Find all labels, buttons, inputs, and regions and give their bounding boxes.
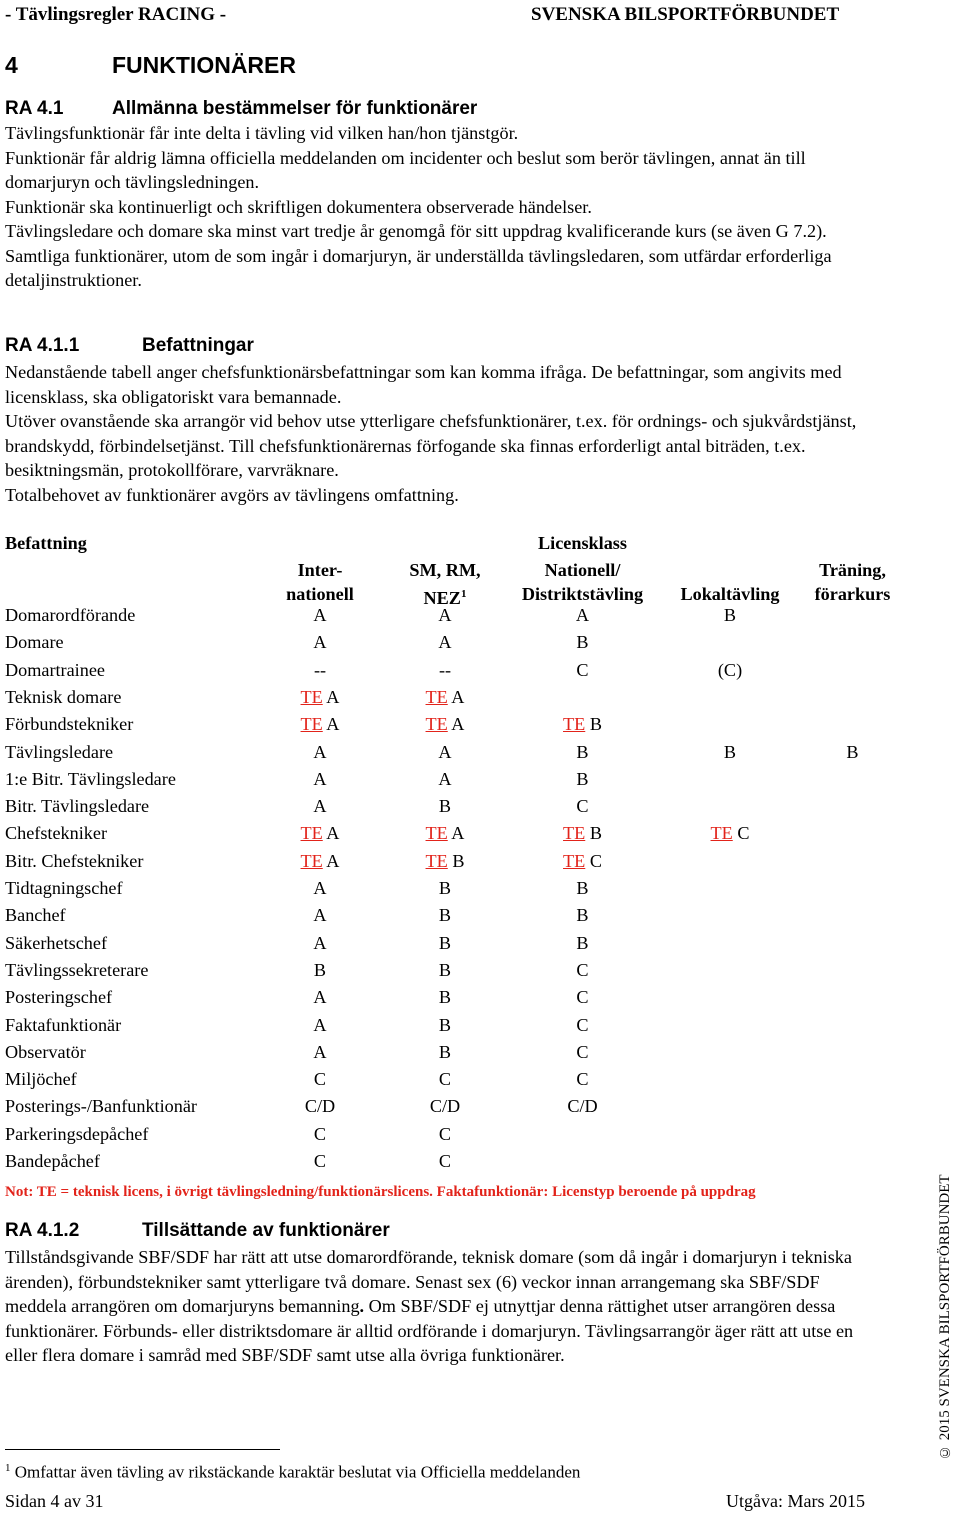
section-412-heading <box>5 1220 390 1242</box>
header-right: SVENSKA BILSPORTFÖRBUNDET <box>531 4 840 25</box>
table-cell: C <box>438 1069 452 1090</box>
section-411-title: Befattningar <box>142 335 254 356</box>
column-header-national: Nationell/ Distriktstävling <box>521 560 644 604</box>
section-411-number: RA 4.1.1 <box>5 335 80 356</box>
table-cell: -- <box>313 659 327 680</box>
row-label: Faktafunktionär <box>5 1014 122 1035</box>
table-cell <box>510 714 655 735</box>
license-class: A <box>322 686 340 707</box>
table-cell: B <box>576 905 589 926</box>
table-row <box>0 851 960 878</box>
column-header-sm: SM, RM, NEZ$^1$ <box>409 560 481 609</box>
table-row <box>0 1042 960 1069</box>
table-row <box>0 1015 960 1042</box>
copyright: © 2015 SVENSKA BILSPORTFÖRBUNDET <box>937 1174 953 1460</box>
table-cell: C <box>438 1123 452 1144</box>
paragraph: Tävlingsfunktionär får inte delta i tävling vid vilken han/hon tjänstgör. <box>5 123 519 143</box>
te-mark: TE <box>300 823 323 844</box>
table-cell: B <box>438 1014 452 1035</box>
row-label: Chefstekniker <box>5 823 108 844</box>
table-cell: A <box>313 632 327 653</box>
table-cell <box>385 687 505 708</box>
row-label: Posterings-/Banfunktionär <box>5 1096 197 1117</box>
table-cell: A <box>313 905 327 926</box>
table-row <box>0 1151 960 1178</box>
column-header-training: Träning, förarkurs <box>814 560 891 604</box>
row-label: Tidtagningschef <box>5 878 123 898</box>
table-cell: B <box>438 905 452 926</box>
chapter-number: 4 <box>5 52 18 78</box>
table-row <box>0 960 960 987</box>
table-cell: C <box>576 1041 589 1062</box>
paragraph: Om SBF/SDF ej utnyttjar denna rättighet utser arrangören dessa funktionärer. Förbunds- eller distriktsdomare är alltid ordförande i domarjuryn. Tävlingsarrangör äger rätt att utse en eller flera domare i samråd med SBF/SDF samt utse alla övriga funktionärer. <box>5 1296 854 1365</box>
row-label: Tävlingsledare <box>5 741 114 762</box>
paragraph: Samtliga funktionärer, utom de som ingår i domarjuryn, är underställda tävlingsledaren, som utfärdar erforderliga detaljinstruktioner. <box>5 245 832 290</box>
table-cell: A <box>313 605 327 625</box>
license-class: A <box>322 823 340 844</box>
table-cell: C <box>438 1151 452 1171</box>
te-mark: TE <box>563 714 586 735</box>
table-cell <box>260 823 380 844</box>
te-mark: TE <box>300 714 323 735</box>
table-cell: A <box>313 1041 327 1062</box>
table-row <box>0 660 960 687</box>
row-label: Bitr. Chefstekniker <box>5 850 144 871</box>
row-label: Banchef <box>5 905 66 926</box>
row-label: Förbundstekniker <box>5 714 134 735</box>
table-cell: B <box>576 741 589 762</box>
te-mark: TE <box>563 823 586 844</box>
table-row <box>0 823 960 850</box>
license-class: A <box>447 823 465 844</box>
table-cell: A <box>313 932 327 953</box>
table-cell: B <box>313 959 327 980</box>
paragraph: Tillståndsgivande SBF/SDF har rätt att utse domarordförande, teknisk domare (som då ingår i domarjuryn i tekniska ärenden), förbundstekniker samt ytterligare två domare. Senast sex (6) veckor innan arrangemang ska SBF/SDF meddela arrangören om domarjuryns bemanning <box>5 1247 852 1316</box>
license-class: A <box>447 714 465 735</box>
table-cell: -- <box>438 659 452 680</box>
table-cell: C <box>576 987 589 1008</box>
paragraph: Funktionär ska kontinuerligt och skriftligen dokumentera observerade händelser. <box>5 196 592 217</box>
paragraph: Totalbehovet av funktionärer avgörs av tävlingens omfattning. <box>5 484 459 505</box>
section-411-body <box>5 360 885 507</box>
chapter-title: FUNKTIONÄRER <box>112 52 296 78</box>
table-cell: A <box>575 605 590 625</box>
table-cell: C <box>313 1069 327 1090</box>
table-cell: C <box>576 659 589 680</box>
table-cell: A <box>438 632 452 653</box>
row-label: Teknisk domare <box>5 686 122 707</box>
row-label: Bitr. Tävlingsledare <box>5 796 150 817</box>
table-cell <box>385 851 505 872</box>
row-label: Posteringschef <box>5 987 113 1008</box>
section-412-title: Tillsättande av funktionärer <box>142 1220 390 1241</box>
te-mark: TE <box>425 850 448 871</box>
table-cell: A <box>313 987 327 1008</box>
table-cell: A <box>438 741 452 762</box>
page-number: Sidan 4 av 31 <box>5 1491 104 1511</box>
license-class: A <box>322 850 340 871</box>
paragraph: Utöver ovanstående ska arrangör vid behov utse ytterligare chefsfunktionärer, t.ex. för ordnings- och sjukvårdstjänst, brandskydd, förbindelsetjänst. Till chefsfunktionärernas förfogande ska finnas erforderligt antal biträden, t.ex. besiktningsmän, protokollförare, varvräknare. <box>5 411 857 480</box>
row-label: Domare <box>5 632 64 653</box>
section-41-heading <box>5 98 477 120</box>
table-cell: C/D <box>429 1096 461 1117</box>
table-cell: B <box>438 796 452 817</box>
row-label: Bandepåchef <box>5 1151 100 1171</box>
table-cell <box>385 714 505 735</box>
section-41-body <box>5 121 885 293</box>
table-cell: B <box>438 959 452 980</box>
edition: Utgåva: Mars 2015 <box>726 1491 865 1511</box>
table-row <box>0 905 960 932</box>
table-cell: A <box>438 605 452 625</box>
table-cell: B <box>438 987 452 1008</box>
table-cell <box>385 823 505 844</box>
table-cell: C <box>576 959 589 980</box>
row-label: Domarordförande <box>5 605 136 625</box>
bold-period: . <box>359 1296 365 1316</box>
table-row <box>0 742 960 769</box>
table-cell: C <box>313 1123 327 1144</box>
table-cell: B <box>438 1041 452 1062</box>
table-row <box>0 1096 960 1123</box>
row-label: Tävlingssekreterare <box>5 959 149 980</box>
header-left: - Tävlingsregler RACING - <box>5 4 227 25</box>
column-header-local: Lokaltävling <box>680 584 780 604</box>
table-row <box>0 769 960 796</box>
table-cell: B <box>576 878 589 898</box>
section-41-title: Allmänna bestämmelser för funktionärer <box>112 98 478 119</box>
table-row <box>0 1124 960 1151</box>
table-cell: C <box>313 1151 327 1171</box>
footnote-divider <box>5 1449 280 1450</box>
table-row <box>0 605 960 632</box>
column-header-international: Inter- nationell <box>286 560 354 604</box>
table-cell: A <box>313 741 327 762</box>
table-cell: A <box>438 768 452 789</box>
table-cell: A <box>313 1014 327 1035</box>
table-cell <box>510 851 655 872</box>
license-class: C <box>732 823 750 844</box>
table-cell: A <box>313 878 327 898</box>
table-row <box>0 796 960 823</box>
te-mark: TE <box>563 850 586 871</box>
footnote: $^1$ Omfattar även tävling av rikstäckande karaktär beslutat via Officiella meddelanden <box>5 1462 581 1482</box>
table-cell <box>660 823 800 844</box>
section-411-heading <box>5 335 254 357</box>
table-cell: A <box>313 796 327 817</box>
license-class: B <box>447 850 465 871</box>
row-label: Observatör <box>5 1041 86 1062</box>
te-mark: TE <box>710 823 733 844</box>
table-cell: B <box>723 741 737 762</box>
table-row <box>0 878 960 905</box>
paragraph: Tävlingsledare och domare ska minst vart tredje år genomgå för sitt uppdrag kvalificerande kurs (se även G 7.2). <box>5 221 827 241</box>
table-cell: B <box>576 768 589 789</box>
table-row <box>0 632 960 659</box>
table-row <box>0 987 960 1014</box>
table-cell <box>260 851 380 872</box>
license-class: A <box>322 714 340 735</box>
section-412-body <box>5 1245 885 1368</box>
chapter-heading <box>5 52 296 79</box>
section-41-number: RA 4.1 <box>5 98 64 119</box>
table-row <box>0 933 960 960</box>
license-class: A <box>447 686 465 707</box>
table-cell: B <box>846 741 859 762</box>
table-cell: C/D <box>304 1096 336 1117</box>
table-cell: B <box>576 632 589 653</box>
table-cell: C <box>576 1014 589 1035</box>
table-label-header: Befattning <box>5 533 87 553</box>
section-412-number: RA 4.1.2 <box>5 1220 80 1241</box>
te-mark: TE <box>425 686 448 707</box>
paragraph: Funktionär får aldrig lämna officiella meddelanden om incidenter och beslut som berör tävlingen, annat än till domarjuryn och tävlingsledningen. <box>5 147 806 192</box>
te-mark: TE <box>425 823 448 844</box>
table-note: Not: TE = teknisk licens, i övrigt tävlingsledning/funktionärslicens. Faktafunktionär: Licenstyp beroende på uppdrag <box>5 1184 756 1200</box>
te-mark: TE <box>425 714 448 735</box>
table-cell: C <box>576 1069 589 1090</box>
table-cell: (C) <box>717 659 743 680</box>
row-label: Miljöchef <box>5 1069 77 1090</box>
table-row <box>0 1069 960 1096</box>
table-cell: B <box>438 932 452 953</box>
te-mark: TE <box>300 686 323 707</box>
table-cell: C <box>576 796 589 817</box>
table-row <box>0 687 960 714</box>
table-group-header: Licensklass <box>538 533 627 553</box>
license-class: B <box>585 823 602 844</box>
te-mark: TE <box>300 850 323 871</box>
license-class: C <box>585 850 602 871</box>
row-label: 1:e Bitr. Tävlingsledare <box>5 768 176 789</box>
table-row <box>0 714 960 741</box>
table-cell: B <box>576 932 589 953</box>
table-cell: B <box>438 878 452 898</box>
table-cell: C/D <box>567 1096 598 1117</box>
license-class: B <box>585 714 602 735</box>
row-label: Domartrainee <box>5 659 105 680</box>
table-cell: A <box>313 768 327 789</box>
table-cell <box>510 823 655 844</box>
table-cell <box>260 714 380 735</box>
paragraph: Nedanstående tabell anger chefsfunktionärsbefattningar som kan komma ifråga. De befattningar, som angivits med licensklass, ska obligatoriskt vara bemannade. <box>5 362 842 407</box>
row-label: Parkeringsdepåchef <box>5 1123 149 1144</box>
table-cell: B <box>723 605 737 625</box>
row-label: Säkerhetschef <box>5 932 108 953</box>
table-cell <box>260 687 380 708</box>
